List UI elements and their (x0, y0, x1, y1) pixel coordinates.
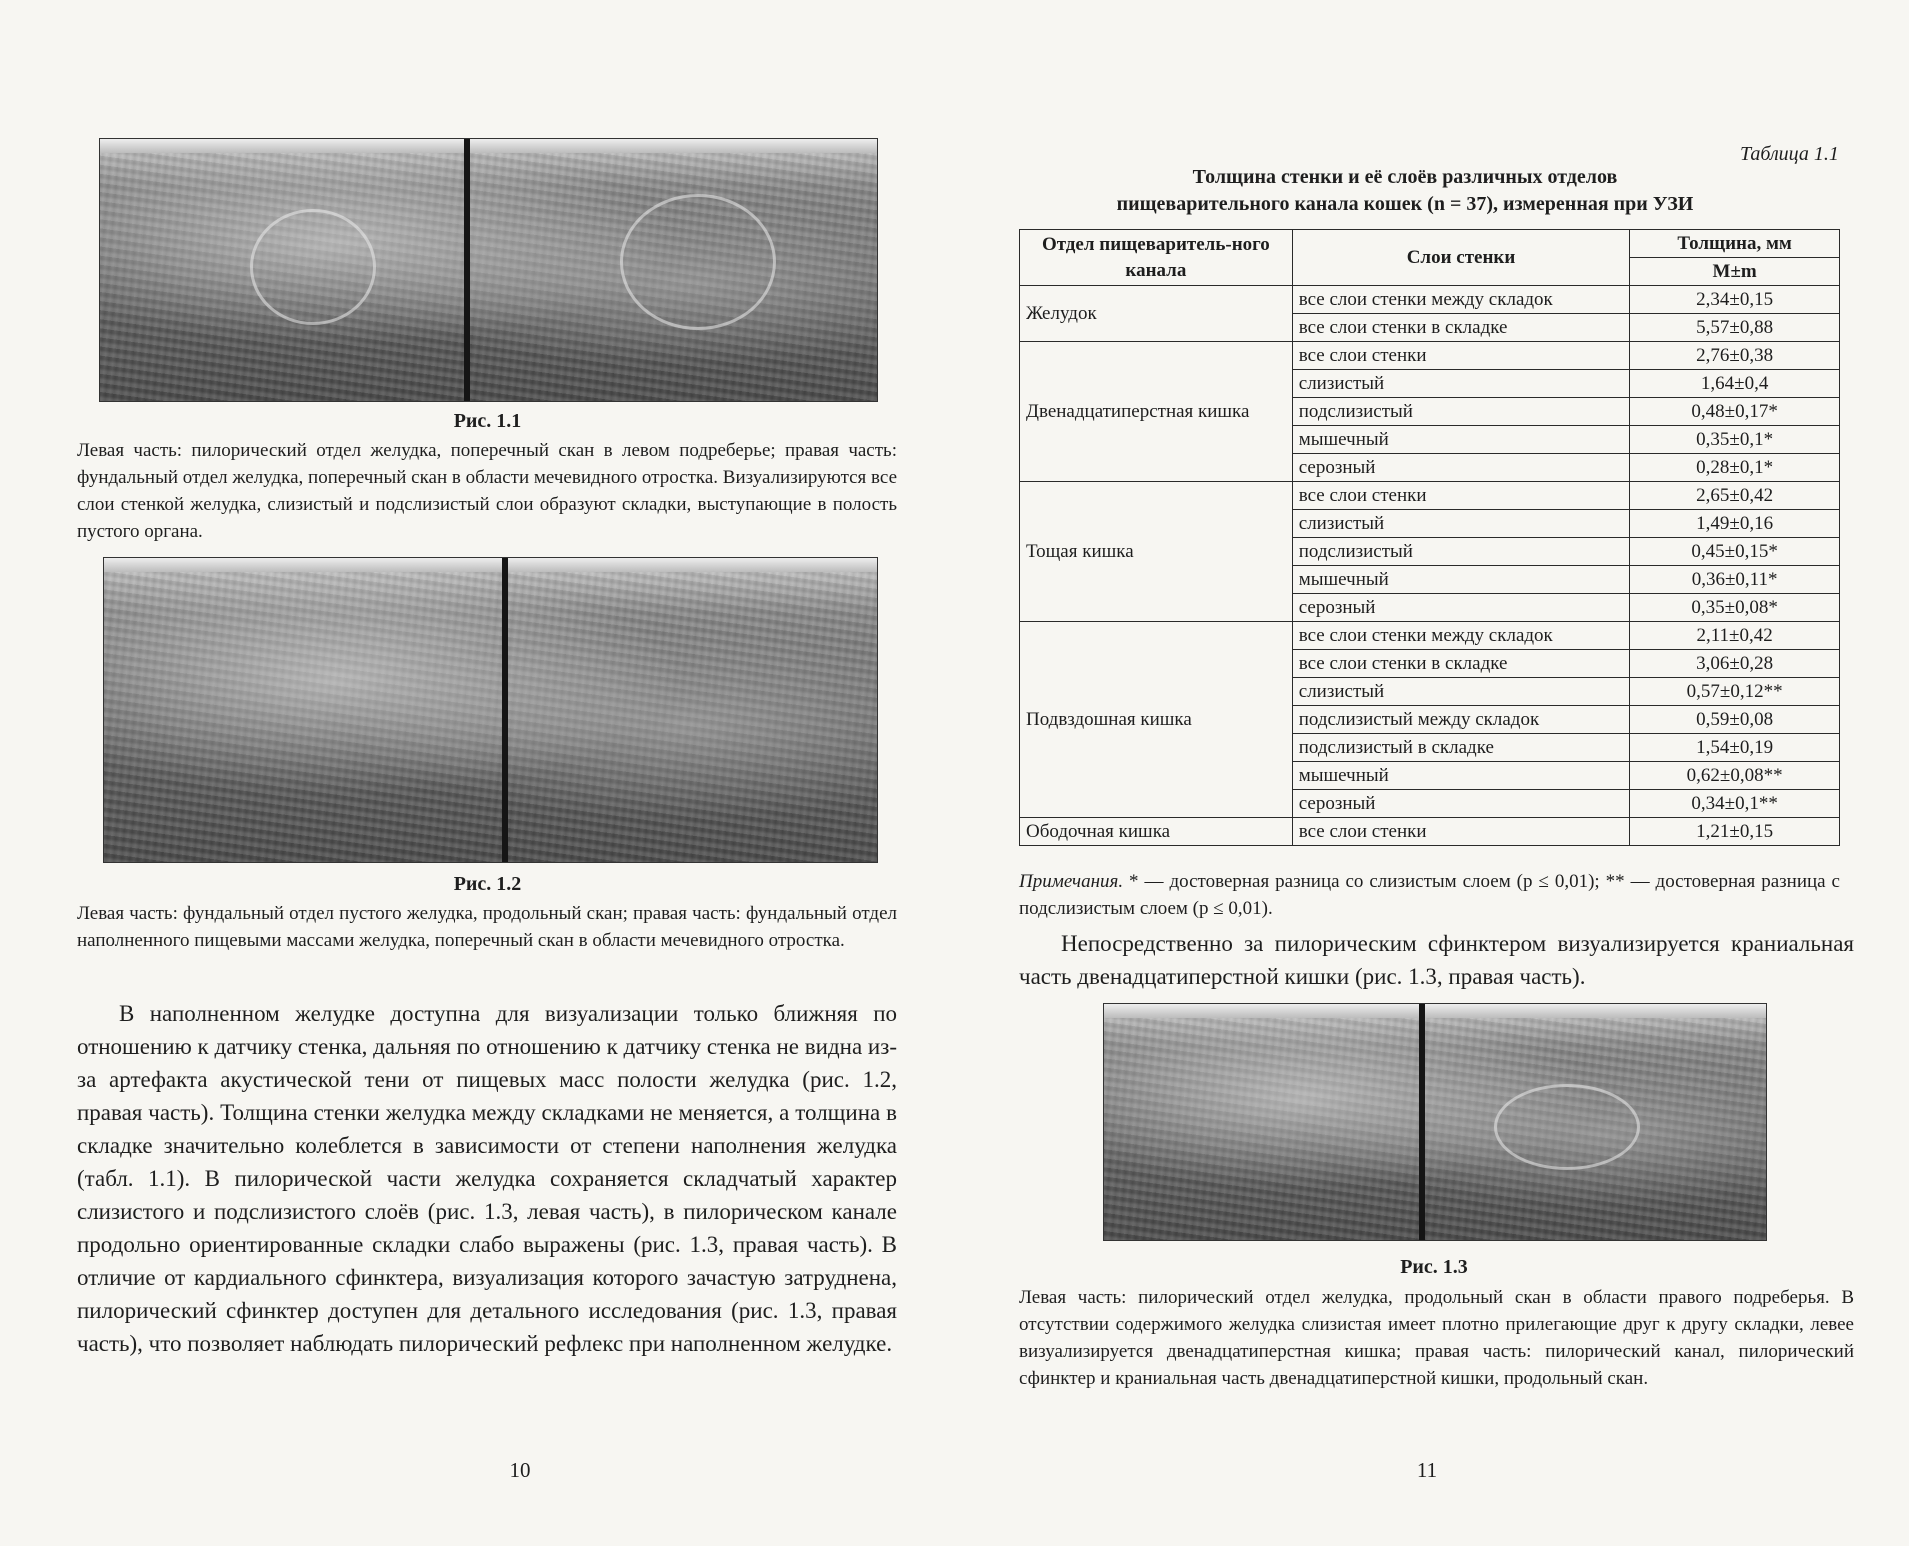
body-paragraph-text: Непосредственно за пилорическим сфинктером визуализируется краниальная часть двенадцатиперстной кишки (рис. 1.3, правая часть). (1019, 931, 1854, 989)
body-paragraph (1019, 927, 1854, 993)
layer-cell: все слои стенки в складке (1292, 314, 1629, 342)
table-label: Таблица 1.1 (1740, 143, 1839, 165)
value-cell: 3,06±0,28 (1630, 650, 1840, 678)
table-title-line-2: пищеварительного канала кошек (n = 37), измеренная при УЗИ (1116, 193, 1694, 215)
section-cell: Желудок (1020, 286, 1293, 342)
right-page (955, 0, 1909, 1546)
scan-top-band (1104, 1004, 1766, 1018)
table-title (1015, 164, 1795, 218)
page-number: 11 (1416, 1458, 1438, 1482)
layer-cell: подслизистый в складке (1292, 734, 1629, 762)
value-cell: 1,54±0,19 (1630, 734, 1840, 762)
layer-cell: все слои стенки (1292, 818, 1629, 846)
figure-divider (502, 558, 508, 862)
figure-1-1-caption: Левая часть: пилорический отдел желудка, поперечный скан в левом подреберье; правая часть: фундальный отдел желудка, поперечный скан в области мечевидного отростка. Визуализируются все слои стенкой желудка, слизистый и подслизистый слои образуют складки, выступающие в полость пустого органа. (77, 440, 898, 542)
table-header-row (1020, 230, 1840, 258)
layer-cell: все слои стенки (1292, 482, 1629, 510)
layer-cell: подслизистый (1292, 538, 1629, 566)
table-row (1020, 818, 1840, 846)
table-notes (1019, 868, 1840, 922)
table-body (1020, 286, 1840, 846)
fold-ring (1494, 1084, 1640, 1170)
layer-cell: все слои стенки между складок (1292, 286, 1629, 314)
value-cell: 0,59±0,08 (1630, 706, 1840, 734)
value-cell: 0,57±0,12** (1630, 678, 1840, 706)
fold-ring (250, 209, 376, 325)
value-cell: 2,65±0,42 (1630, 482, 1840, 510)
notes-text: * — достоверная разница со слизистым слоем (p ≤ 0,01); ** — достоверная разница с подслизистым слоем (p ≤ 0,01). (1019, 871, 1840, 919)
table-row (1020, 482, 1840, 510)
value-cell: 0,35±0,1* (1630, 426, 1840, 454)
body-paragraph (77, 997, 897, 1360)
value-cell: 0,35±0,08* (1630, 594, 1840, 622)
layer-cell: серозный (1292, 594, 1629, 622)
layer-cell: серозный (1292, 454, 1629, 482)
layer-cell: слизистый (1292, 678, 1629, 706)
figure-divider (1419, 1004, 1425, 1240)
ultrasound-figure-1-3 (1103, 1003, 1767, 1241)
layer-cell: подслизистый (1292, 398, 1629, 426)
layer-cell: слизистый (1292, 510, 1629, 538)
layer-cell: мышечный (1292, 762, 1629, 790)
value-cell: 2,34±0,15 (1630, 286, 1840, 314)
value-cell: 1,64±0,4 (1630, 370, 1840, 398)
layer-cell: серозный (1292, 790, 1629, 818)
value-cell: 0,62±0,08** (1630, 762, 1840, 790)
figure-divider (464, 139, 470, 401)
figure-1-3-caption: Левая часть: пилорический отдел желудка, продольный скан в области правого подреберья. В отсутствии содержимого желудка слизистая имеет плотно прилегающие друг к другу складки, левее визуализируется двенадцатиперстная кишка; правая часть: пилорический канал, пилорический сфинктер и краниальная часть двенадцатиперстной кишки, продольный скан. (1019, 1287, 1854, 1389)
section-cell: Ободочная кишка (1020, 818, 1293, 846)
value-cell: 2,11±0,42 (1630, 622, 1840, 650)
notes-label: Примечания. (1019, 871, 1124, 892)
layer-cell: все слои стенки в складке (1292, 650, 1629, 678)
figure-1-2-caption: Левая часть: фундальный отдел пустого желудка, продольный скан; правая часть: фундальный отдел наполненного пищевыми массами желудка, поперечный скан в области мечевидного отростка. (77, 903, 897, 951)
value-cell: 2,76±0,38 (1630, 342, 1840, 370)
value-cell: 0,36±0,11* (1630, 566, 1840, 594)
ultrasound-figure-1-1 (99, 138, 878, 402)
table-title-line-1: Толщина стенки и её слоёв различных отделов (1192, 166, 1618, 188)
value-cell: 5,57±0,88 (1630, 314, 1840, 342)
header-layers: Слои стенки (1292, 230, 1629, 286)
body-paragraph-text: В наполненном желудке доступна для визуализации только ближняя по отношению к датчику стенка, дальняя по отношению к датчику стенка не видна из-за артефакта акустической тени от пищевых масс полости желудка (рис. 1.2, правая часть). Толщина стенки желудка между складками не меняется, а толщина в складке значительно колеблется в зависимости от степени наполнения желудка (табл. 1.1). В пилорической части желудка сохраняется складчатый характер слизистого и подслизистого слоёв (рис. 1.3, левая часть), в пилорическом канале продольно ориентированные складки слабо выражены (рис. 1.3, правая часть). В отличие от кардиального сфинктера, визуализация которого зачастую затруднена, пилорический сфинктер доступен для детального исследования (рис. 1.3, правая часть), что позволяет наблюдать пилорический рефлекс при наполненном желудке. (77, 1001, 897, 1356)
table-row (1020, 286, 1840, 314)
table-row (1020, 342, 1840, 370)
value-cell: 0,28±0,1* (1630, 454, 1840, 482)
figure-1-2-title: Рис. 1.2 (453, 873, 522, 895)
layer-cell: мышечный (1292, 426, 1629, 454)
section-cell: Двенадцатиперстная кишка (1020, 342, 1293, 482)
layer-cell: подслизистый между складок (1292, 706, 1629, 734)
figure-1-3-title: Рис. 1.3 (1400, 1256, 1468, 1278)
layer-cell: слизистый (1292, 370, 1629, 398)
scan-top-band (104, 558, 877, 572)
value-cell: 1,49±0,16 (1630, 510, 1840, 538)
value-cell: 0,45±0,15* (1630, 538, 1840, 566)
ultrasound-figure-1-2 (103, 557, 878, 863)
page-number: 10 (509, 1458, 531, 1482)
table-row (1020, 622, 1840, 650)
layer-cell: все слои стенки между складок (1292, 622, 1629, 650)
header-stat: M±m (1630, 258, 1840, 286)
section-cell: Подвздошная кишка (1020, 622, 1293, 818)
header-section: Отдел пищеваритель-ного канала (1020, 230, 1293, 286)
layer-cell: все слои стенки (1292, 342, 1629, 370)
value-cell: 1,21±0,15 (1630, 818, 1840, 846)
layer-cell: мышечный (1292, 566, 1629, 594)
section-cell: Тощая кишка (1020, 482, 1293, 622)
thickness-table (1019, 229, 1840, 846)
value-cell: 0,48±0,17* (1630, 398, 1840, 426)
value-cell: 0,34±0,1** (1630, 790, 1840, 818)
fold-ring (620, 194, 776, 330)
header-thickness: Толщина, мм (1630, 230, 1840, 258)
scan-top-band (100, 139, 877, 153)
figure-1-1-title: Рис. 1.1 (453, 410, 522, 432)
